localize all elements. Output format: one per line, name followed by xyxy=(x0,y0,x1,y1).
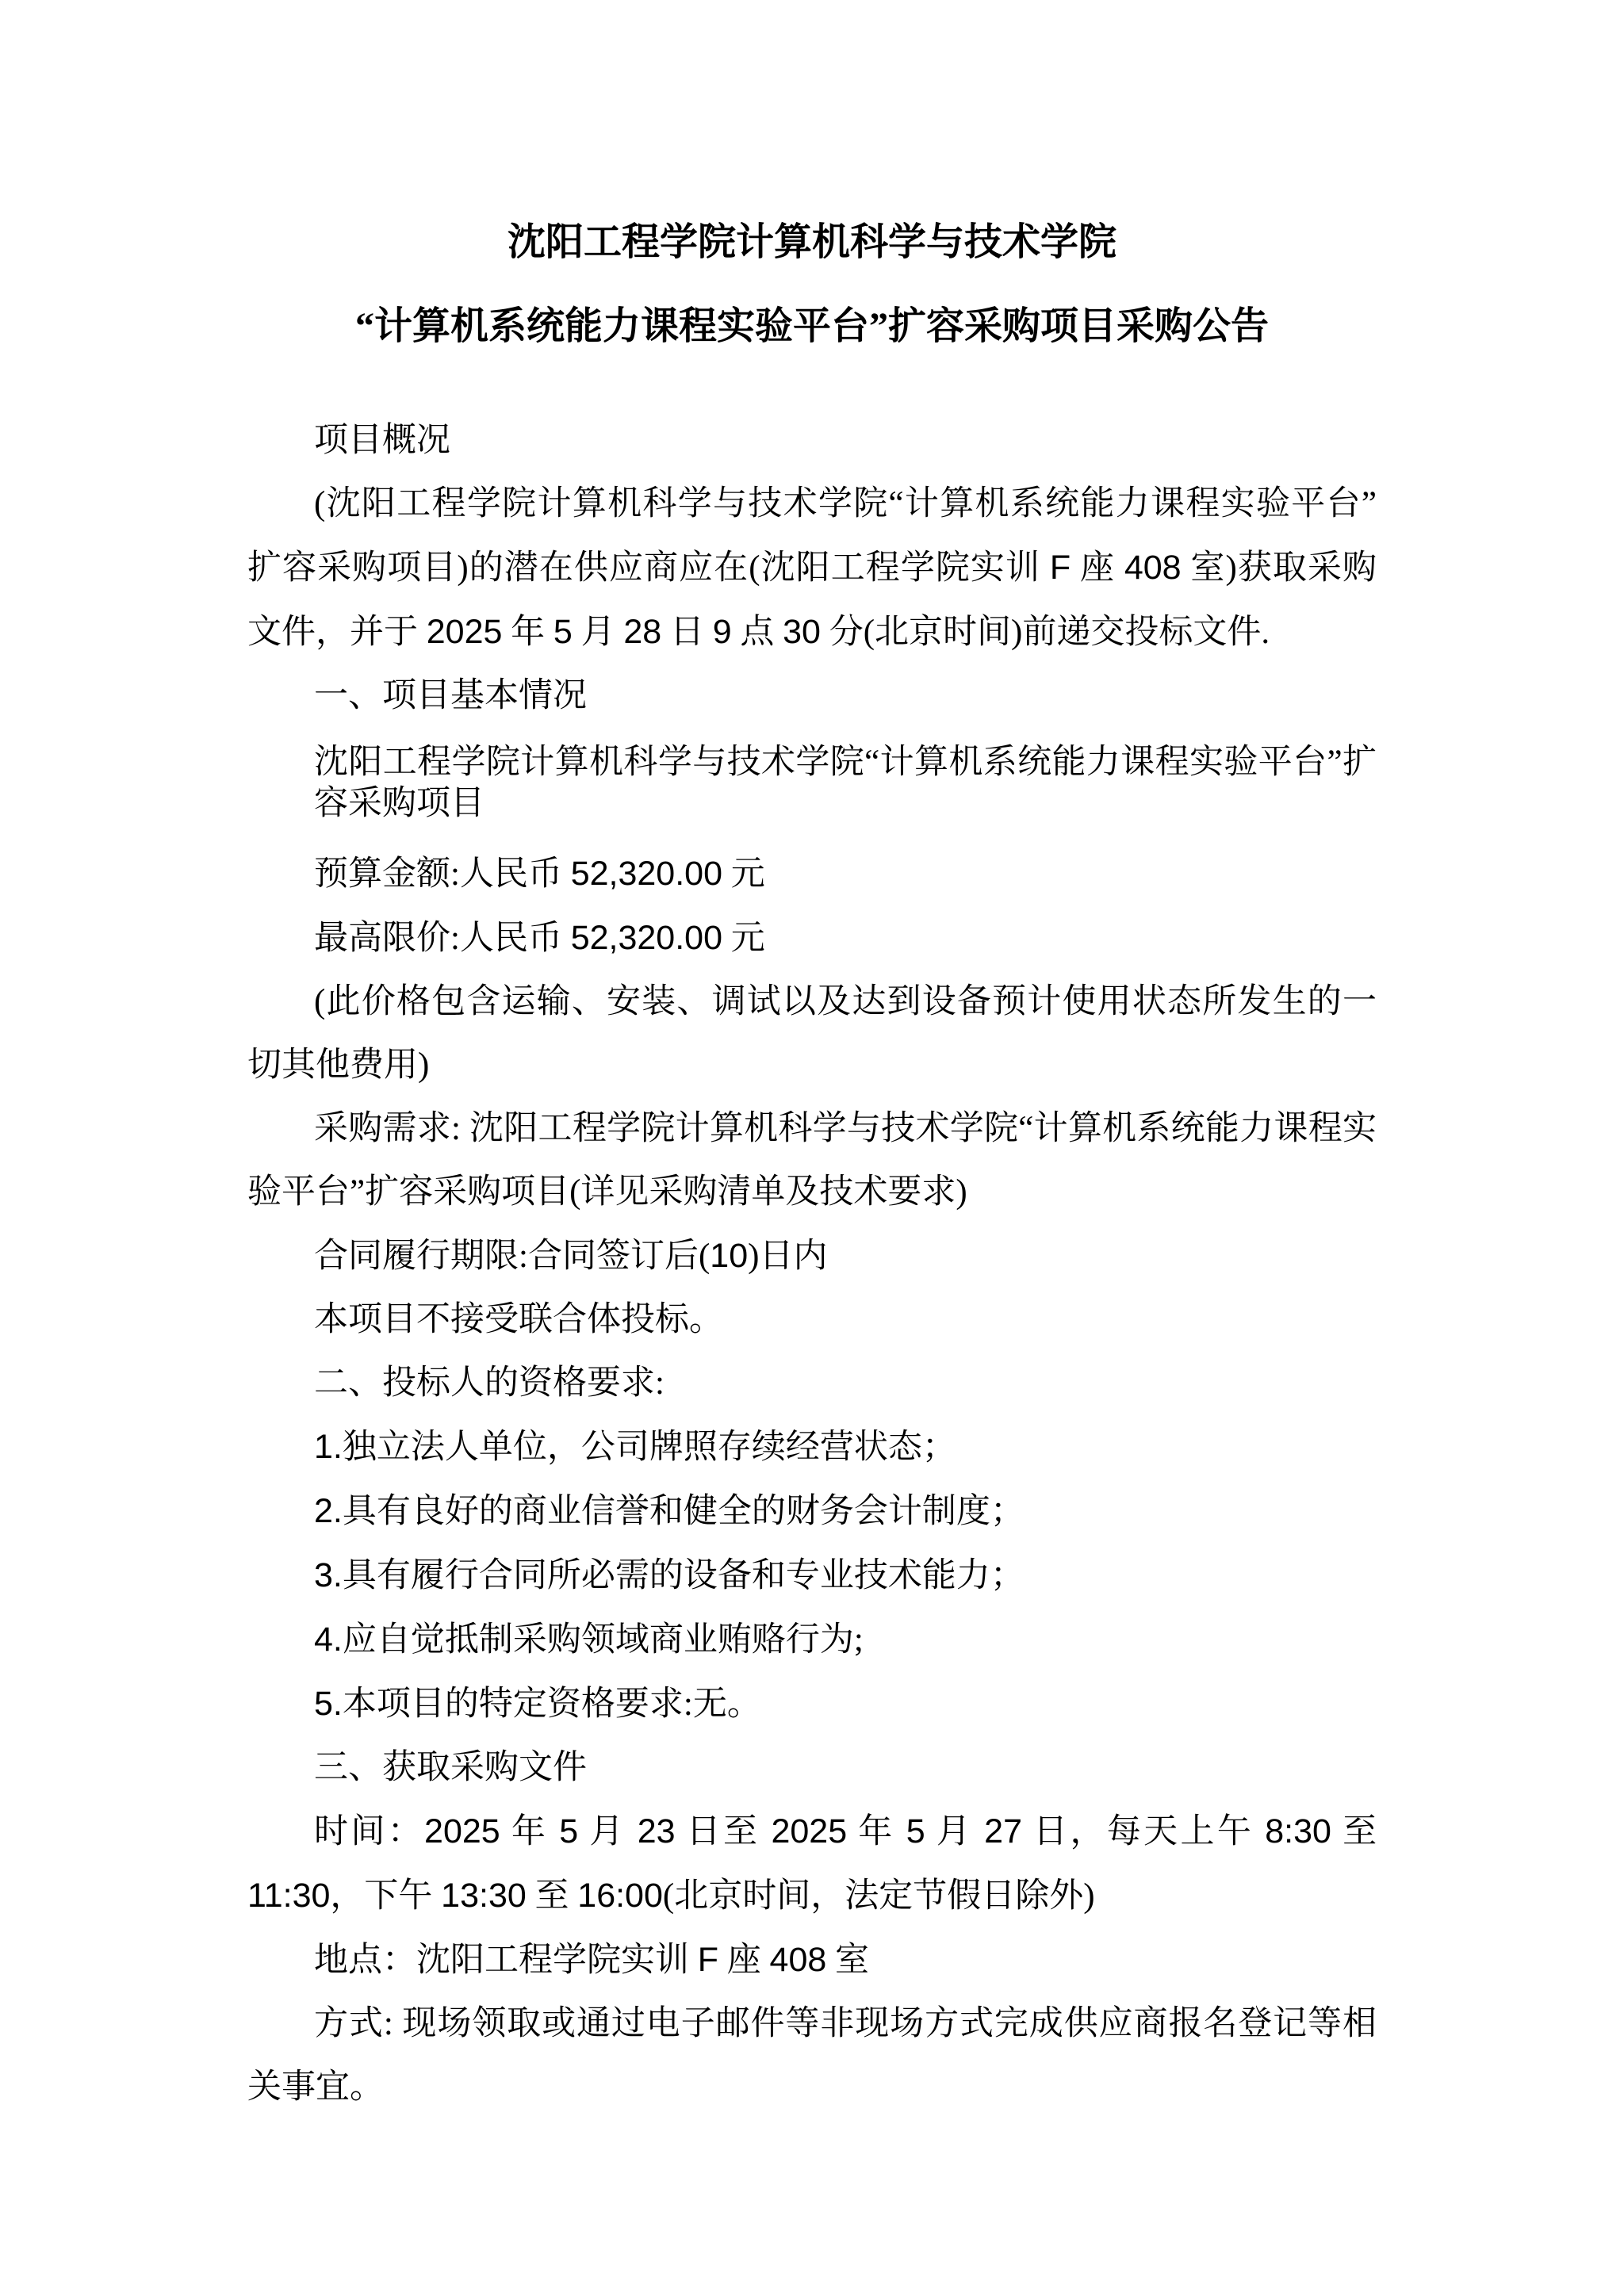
document-title-line2: “计算机系统能力课程实验平台”扩容采购项目采购公告 xyxy=(354,305,1269,347)
section-3-heading: 三、获取采购文件 xyxy=(314,1749,587,1786)
document-body xyxy=(247,409,1377,2119)
qualification-2: 2.具有良好的商业信誉和健全的财务会计制度； xyxy=(314,1492,1025,1530)
project-overview-heading: 项目概况 xyxy=(314,422,450,459)
contract-period: 合同履行期限:合同签订后(10)日内 xyxy=(314,1237,828,1275)
price-ceiling: 最高限价:人民币 52,320.00 元 xyxy=(314,919,765,957)
section-2-heading: 二、投标人的资格要求: xyxy=(314,1364,665,1402)
document-title-line1: 沈阳工程学院计算机科学与技术学院 xyxy=(507,221,1116,263)
price-note: (此价格包含运输、安装、调试以及达到设备预计使用状态所发生的一切其他费用) xyxy=(247,983,1377,1084)
consortium-note: 本项目不接受联合体投标。 xyxy=(314,1301,723,1338)
qualification-5: 5.本项目的特定资格要求:无。 xyxy=(314,1685,761,1723)
project-name: 沈阳工程学院计算机科学与技术学院“计算机系统能力课程实验平台”扩容采购项目 xyxy=(314,744,1377,822)
document-time: 时间：2025 年 5 月 23 日至 2025 年 5 月 27 日，每天上午 8:30 至 11:30，下午 13:30 至 16:00(北京时间，法定节假日除外) xyxy=(247,1812,1377,1915)
document-method: 方式: 现场领取或通过电子邮件等非现场方式完成供应商报名登记等相关事宜。 xyxy=(247,2005,1377,2106)
qualification-1: 1.独立法人单位，公司牌照存续经营状态； xyxy=(314,1428,956,1466)
qualification-4: 4.应自觉抵制采购领域商业贿赂行为; xyxy=(314,1621,864,1659)
document-location: 地点：沈阳工程学院实训 F 座 408 室 xyxy=(314,1941,870,1979)
project-overview-text: (沈阳工程学院计算机科学与技术学院“计算机系统能力课程实验平台”扩容采购项目)的潜在供应商应在(沈阳工程学院实训 F 座 408 室)获取采购文件，并于 2025 年 5 月 28 日 9 点 30 分(北京时间)前递交投标文件. xyxy=(247,485,1377,651)
qualification-3: 3.具有履行合同所必需的设备和专业技术能力； xyxy=(314,1556,1025,1594)
section-1-heading: 一、项目基本情况 xyxy=(314,677,587,714)
budget-amount: 预算金额:人民币 52,320.00 元 xyxy=(314,855,765,893)
procurement-requirements: 采购需求: 沈阳工程学院计算机科学与技术学院“计算机系统能力课程实验平台”扩容采购项目(详见采购清单及技术要求) xyxy=(247,1110,1377,1211)
